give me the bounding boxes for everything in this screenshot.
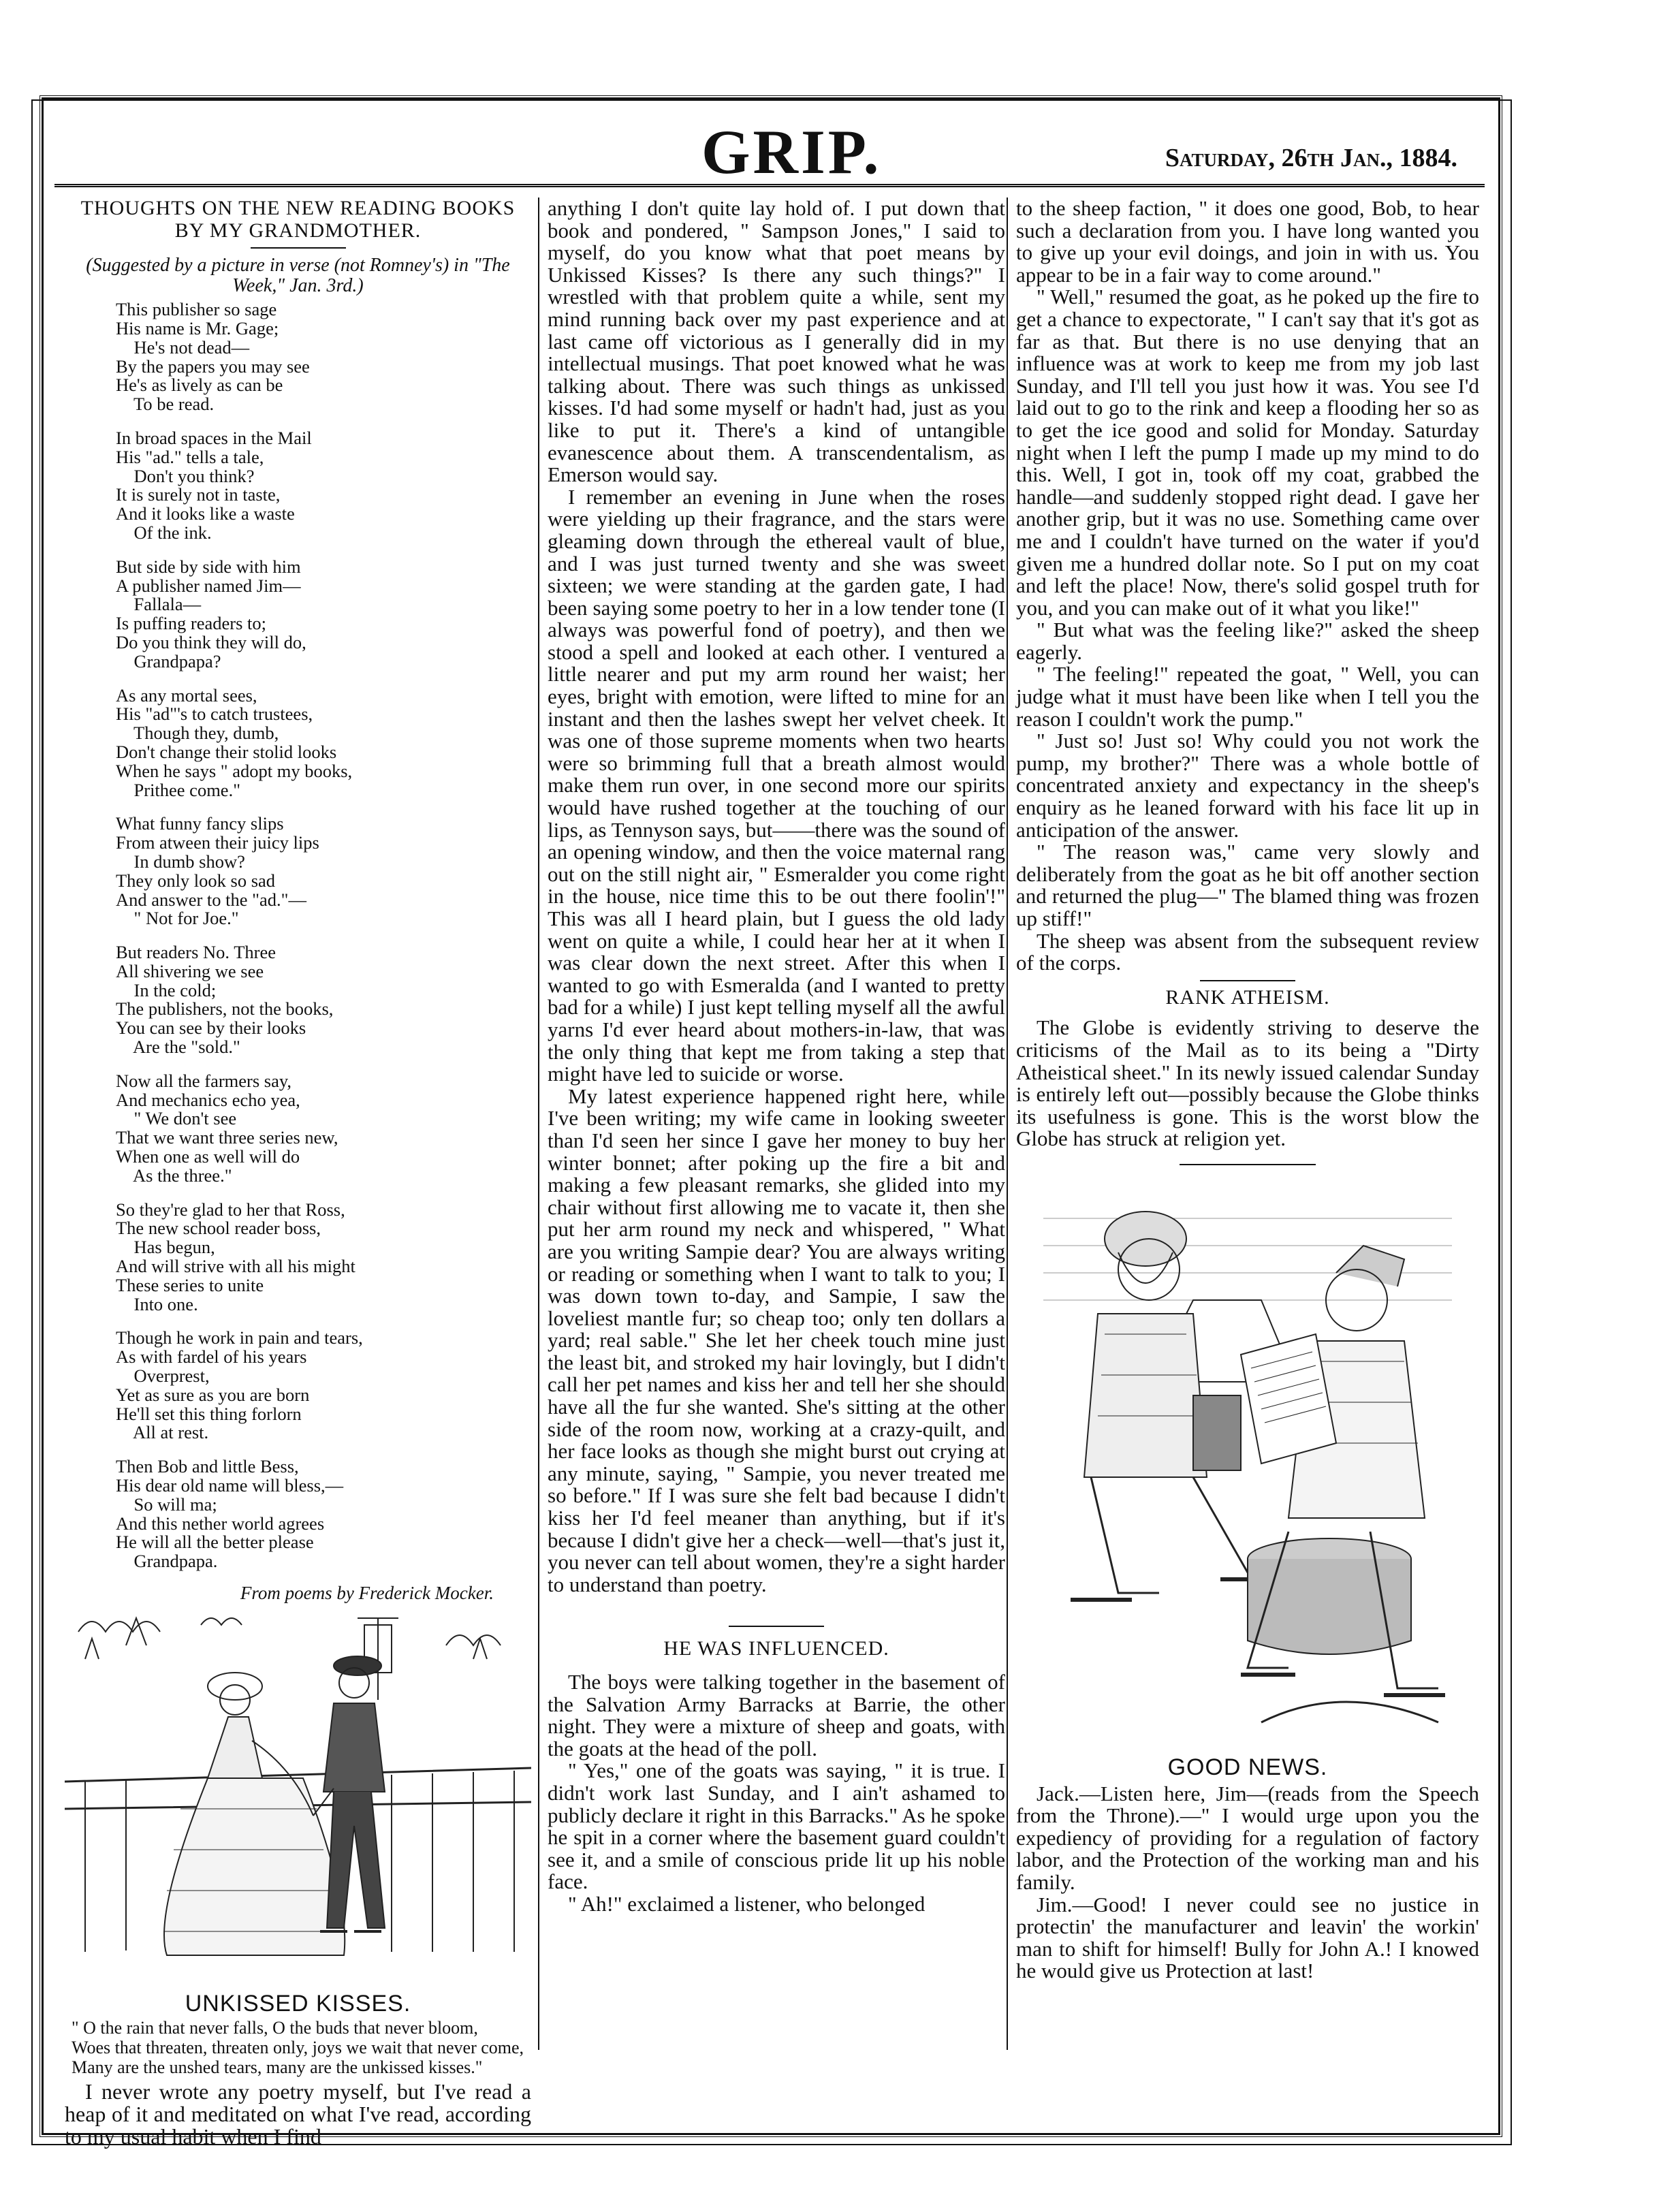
poem-line: " Not for Joe." <box>116 908 239 929</box>
poem-line: Grandpapa? <box>116 650 221 672</box>
divider <box>1200 980 1295 981</box>
poem-line: As with fardel of his years <box>116 1346 307 1368</box>
unkissed-kisses-illustration <box>65 1605 531 1986</box>
poem-line: These series to unite <box>116 1274 264 1295</box>
epigraph-line: " O the rain that never falls, O the buds that never bloom, <box>72 2018 478 2038</box>
poem-stanza <box>116 943 531 1057</box>
poem-line: He will all the better please <box>116 1532 314 1553</box>
illustration-caption: UNKISSED KISSES. <box>185 1990 411 2017</box>
epigraph-line: Woes that threaten, threaten only, joys we wait that never come, <box>72 2038 524 2058</box>
poem-stanza <box>116 429 531 543</box>
paragraph: anything I don't quite lay hold of. I put down that book and pondered, " Sampson Jones," I said to myself, do you know what that poet means by Unkissed Kisses? Is there any such things?" I wrestled with that problem quite a while, sent my mind running back over my past experience and at last came off victorious as I generally did in my intellectual musings. That poet knowed what he was talking about. There was such things as unkissed kisses. I'd had some myself or hadn't had, just as you like to put it. There's a kind of untangible evanescence about them. A transcendentalism, as Emerson would say. <box>548 196 1005 487</box>
epigraph-line: Many are the unshed tears, many are the unkissed kisses." <box>72 2057 483 2078</box>
paragraph: The Globe is evidently striving to deserve the criticisms of the Mail as to its being a "Dirty Atheistical sheet." In its newly issued calendar Sunday is entirely left out—possibly because the Globe thinks its usefulness is gone. This is the worst blow the Globe has struck at religion yet. <box>1016 1015 1479 1151</box>
poem-line: His "ad"'s to catch trustees, <box>116 704 313 725</box>
poem-body <box>116 300 531 1571</box>
divider <box>251 247 346 249</box>
poem-line: From atween their juicy lips <box>116 832 319 853</box>
spacer <box>548 1596 1005 1620</box>
poem-line: And it looks like a waste <box>116 503 295 524</box>
poem-line: It is surely not in taste, <box>116 484 281 505</box>
poem-line: As any mortal sees, <box>116 684 257 706</box>
poem-line: So will ma; <box>116 1494 217 1515</box>
poem-line: Don't you think? <box>116 465 255 486</box>
divider <box>1180 1164 1316 1165</box>
poem-line: His dear old name will bless,— <box>116 1475 344 1496</box>
poem-stanza <box>116 1072 531 1186</box>
poem-line: Is puffing readers to; <box>116 613 267 634</box>
poem-line: Has begun, <box>116 1237 215 1258</box>
poem-credit: From poems by Frederick Mocker. <box>240 1583 494 1603</box>
poem-line: In broad spaces in the Mail <box>116 427 312 448</box>
poem-line: His "ad." tells a tale, <box>116 446 264 467</box>
poem-stanza <box>116 1329 531 1442</box>
good-news-illustration <box>1016 1178 1479 1750</box>
divider <box>729 1626 824 1627</box>
poem-line: The new school reader boss, <box>116 1218 321 1239</box>
poem-subtitle: (Suggested by a picture in verse (not Romney's) in "The Week," Jan. 3rd.) <box>86 255 510 297</box>
section-heading: RANK ATHEISM. <box>1165 985 1330 1009</box>
poem-line: Into one. <box>116 1293 198 1314</box>
poem-heading: THOUGHTS ON THE NEW READING BOOKS BY MY GRANDMOTHER. <box>80 197 516 242</box>
poem-line: He's as lively as can be <box>116 375 283 396</box>
poem-line: Though they, dumb, <box>116 723 279 744</box>
poem-line: You can see by their looks <box>116 1017 306 1039</box>
paragraph: " Ah!" exclaimed a listener, who belonged <box>568 1891 926 1916</box>
poem-line: What funny fancy slips <box>116 813 284 834</box>
masthead <box>54 109 1485 187</box>
poem-line: So they're glad to her that Ross, <box>116 1199 345 1220</box>
paragraph: " The feeling!" repeated the goat, " Well, you can judge what it must have been like when I tell you the reason I couldn't work the pump." <box>1016 662 1479 731</box>
poem-line: Though he work in pain and tears, <box>116 1327 363 1348</box>
poem-line: Now all the farmers say, <box>116 1070 292 1091</box>
poem-line: Are the "sold." <box>116 1037 240 1058</box>
poem-line: This publisher so sage <box>116 299 277 320</box>
poem-line: He'll set this thing forlorn <box>116 1403 302 1424</box>
poem-line: Grandpapa. <box>116 1551 218 1572</box>
article-lead: I never wrote any poetry myself, but I've read a heap of it and meditated on what I've read, according to my usual habit when I find <box>65 2079 531 2149</box>
poem-line: The publishers, not the books, <box>116 998 334 1020</box>
poem-line: And answer to the "ad."— <box>116 889 306 910</box>
poem-line: Then Bob and little Bess, <box>116 1456 299 1477</box>
poem-line: As the three." <box>116 1165 232 1186</box>
paragraph: " But what was the feeling like?" asked the sheep eagerly. <box>1016 618 1479 664</box>
poem-line: Don't change their stolid looks <box>116 741 337 762</box>
poem-stanza <box>116 558 531 672</box>
poem-line: A publisher named Jim— <box>116 575 301 596</box>
poem-line: All shivering we see <box>116 960 264 981</box>
poem-stanza <box>116 300 531 414</box>
paper-title: GRIP. <box>701 117 882 187</box>
paragraph: The boys were talking together in the basement of the Salvation Army Barracks at Barrie, the other night. They were a mixture of sheep and goats, with the goats at the head of the poll. <box>548 1670 1005 1760</box>
paragraph: " The reason was," came very slowly and deliberately from the goat as he bit off another section and returned the plug—" The blamed thing was frozen up stiff!" <box>1016 840 1479 930</box>
poem-stanza <box>116 815 531 928</box>
paragraph: My latest experience happened right here, while I've been writing; my wife came in looking sweeter than I'd seen her since I gave her money to buy her winter bonnet; after poking up the fire a bit and making a few pleasant remarks, she glided into my chair without first allowing me to vacate it, then she put her arm round my neck and whispered, " What are you writing Sampie dear? You are always writing or reading or something when I want to talk to you; I was down town to-day, and Sampie, I saw the loveliest mantle fur; so cheap too; only ten dollars a yard; real sable." She let her cheek touch mine just the least bit, and stroked my hair lovingly, but I didn't call her pet names and kiss her and tell her she should have all the fur she wanted. She's sitting at the other side of the room now, working at a crazy-quilt, and her face looks as though she might burst out crying at any minute, saying, " Sampie, you never treated me so before." If I was sure she felt bad because I didn't kiss her I'd feel meaner than anything, but if it's because I didn't give her a check—well—that's just it, you never can tell about women, they're a sight harder to understand than poetry. <box>548 1084 1005 1596</box>
poem-line: He's not dead— <box>116 336 250 358</box>
poem-line: All at rest. <box>116 1422 209 1443</box>
poem-line: That we want three series new, <box>116 1127 338 1148</box>
poem-line: His name is Mr. Gage; <box>116 317 279 338</box>
poem-line: When one as well will do <box>116 1146 300 1167</box>
poem-line: And will strive with all his might <box>116 1256 355 1277</box>
poem-line: But readers No. Three <box>116 942 276 963</box>
illustration-caption: GOOD NEWS. <box>1167 1754 1328 1780</box>
paragraph: " Just so! Just so! Why could you not work the pump, my brother?" There was a whole bottle of concentrated anxiety and expectancy in the sheep's enquiry as he leaned forward with his face lit up in anticipation of the answer. <box>1016 729 1479 842</box>
section-heading: HE WAS INFLUENCED. <box>663 1637 889 1660</box>
poem-line: When he says " adopt my books, <box>116 760 353 781</box>
poem-line: Do you think they will do, <box>116 631 306 652</box>
poem-line: And mechanics echo yea, <box>116 1089 300 1110</box>
poem-line: And this nether world agrees <box>116 1513 325 1534</box>
poem-line: " We don't see <box>116 1108 237 1129</box>
poem-line: They only look so sad <box>116 870 276 891</box>
dialogue-line: Jim.—Good! I never could see no justice in protectin' the manufacturer and leavin' the workin' man to shift for himself! Bully for John A.! I knowed he would give us Protection at last! <box>1016 1892 1479 1983</box>
issue-date: Saturday, 26th Jan., 1884. <box>1165 144 1457 172</box>
poem-stanza <box>116 1457 531 1571</box>
poem-line: Overprest, <box>116 1365 210 1387</box>
epigraph <box>65 2019 531 2076</box>
paragraph: " Well," resumed the goat, as he poked up the fire to get a chance to expectorate, " I can't say that it's got as far as that. But there is no use denying that an influence was at work to keep me from my job last Sunday, and I'll tell you just how it was. You see I'd laid out to go to the rink and keep a flooding her so as to get the ice good and solid for Monday. Saturday night when I left the pump I made up my mind to do this. Well, I got in, took off my coat, grabbed the handle—and suddenly stopped right dead. I gave her another grip, but it was no use. Something came over me and I couldn't have turned on the water if you'd given me a hundred dollar note. So I put on my coat and left the place! Now, there's solid gospel truth for you, and you can make out of it what you like!" <box>1016 285 1479 620</box>
column-3 <box>1007 198 1479 2050</box>
paragraph: The sheep was absent from the subsequent review of the corps. <box>1016 928 1479 975</box>
dialogue-line: Jack.—Listen here, Jim—(reads from the Speech from the Throne).—" I would urge upon you the expediency of providing for a regulation of factory labor, and the Protection of the working man and his family. <box>1016 1781 1479 1894</box>
column-2 <box>538 198 1005 2050</box>
poem-stanza <box>116 1201 531 1314</box>
poem-stanza <box>116 686 531 800</box>
poem-line: But side by side with him <box>116 556 301 577</box>
poem-line: By the papers you may see <box>116 356 310 377</box>
poem-line: To be read. <box>116 394 215 415</box>
poem-line: Of the ink. <box>116 522 212 543</box>
poem-line: Yet as sure as you are born <box>116 1384 310 1405</box>
poem-line: In the cold; <box>116 979 217 1000</box>
poem-line: Fallala— <box>116 594 202 615</box>
paragraph: " Yes," one of the goats was saying, " it is true. I didn't work last Sunday, and I ain't ashamed to publicly declare it right in this Barracks." As he spoke he spit in a corner where the basement guard couldn't see it, and a smile of conscious pride lit up his noble face. <box>548 1758 1005 1894</box>
poem-line: Prithee come." <box>116 779 241 800</box>
paragraph: I remember an evening in June when the roses were yielding up their fragrance, and the stars were gleaming down through the ethereal vault of blue, and I was just turned twenty and she was sweet sixteen; we were standing at the garden gate, I had been saying some poetry to her in a low tender tone (I always was powerful fond of poetry), and then we stood a spell and looked at each other. I ventured a little nearer and put my arm round her waist; her eyes, bright with emotion, were lifted to mine for an instant and then the lashes swept her velvet cheek. It was one of those supreme moments when two hearts were so brimming full that a breath almost would make them run over, in one second more our spirits would have rushed together at the touching of our lips, as Tennyson says, but——there was the sound of an opening window, and then the voice maternal rang out on the still night air, " Esmeralder you come right in the house, nice time this to be out there foolin'!" This was all I heard plain, but I guess the old lady went on quite a while, I could hear her at it when I was clear down the next street. After this when I wanted to go with Esmeralda (and I wanted to pretty bad for a while) I just kept telling myself all the awful yarns I'd ever heard about mothers-in-law, that was the only thing that kept me from taking a step that might have led to suicide or worse. <box>548 484 1005 1086</box>
paragraph: to the sheep faction, " it does one good, Bob, to hear such a declaration from you. I have long wanted you to give up your evil doings, and join in with us. You appear to be in a fair way to come around." <box>1016 196 1479 287</box>
column-1 <box>65 198 531 2148</box>
poem-line: In dumb show? <box>116 851 245 872</box>
